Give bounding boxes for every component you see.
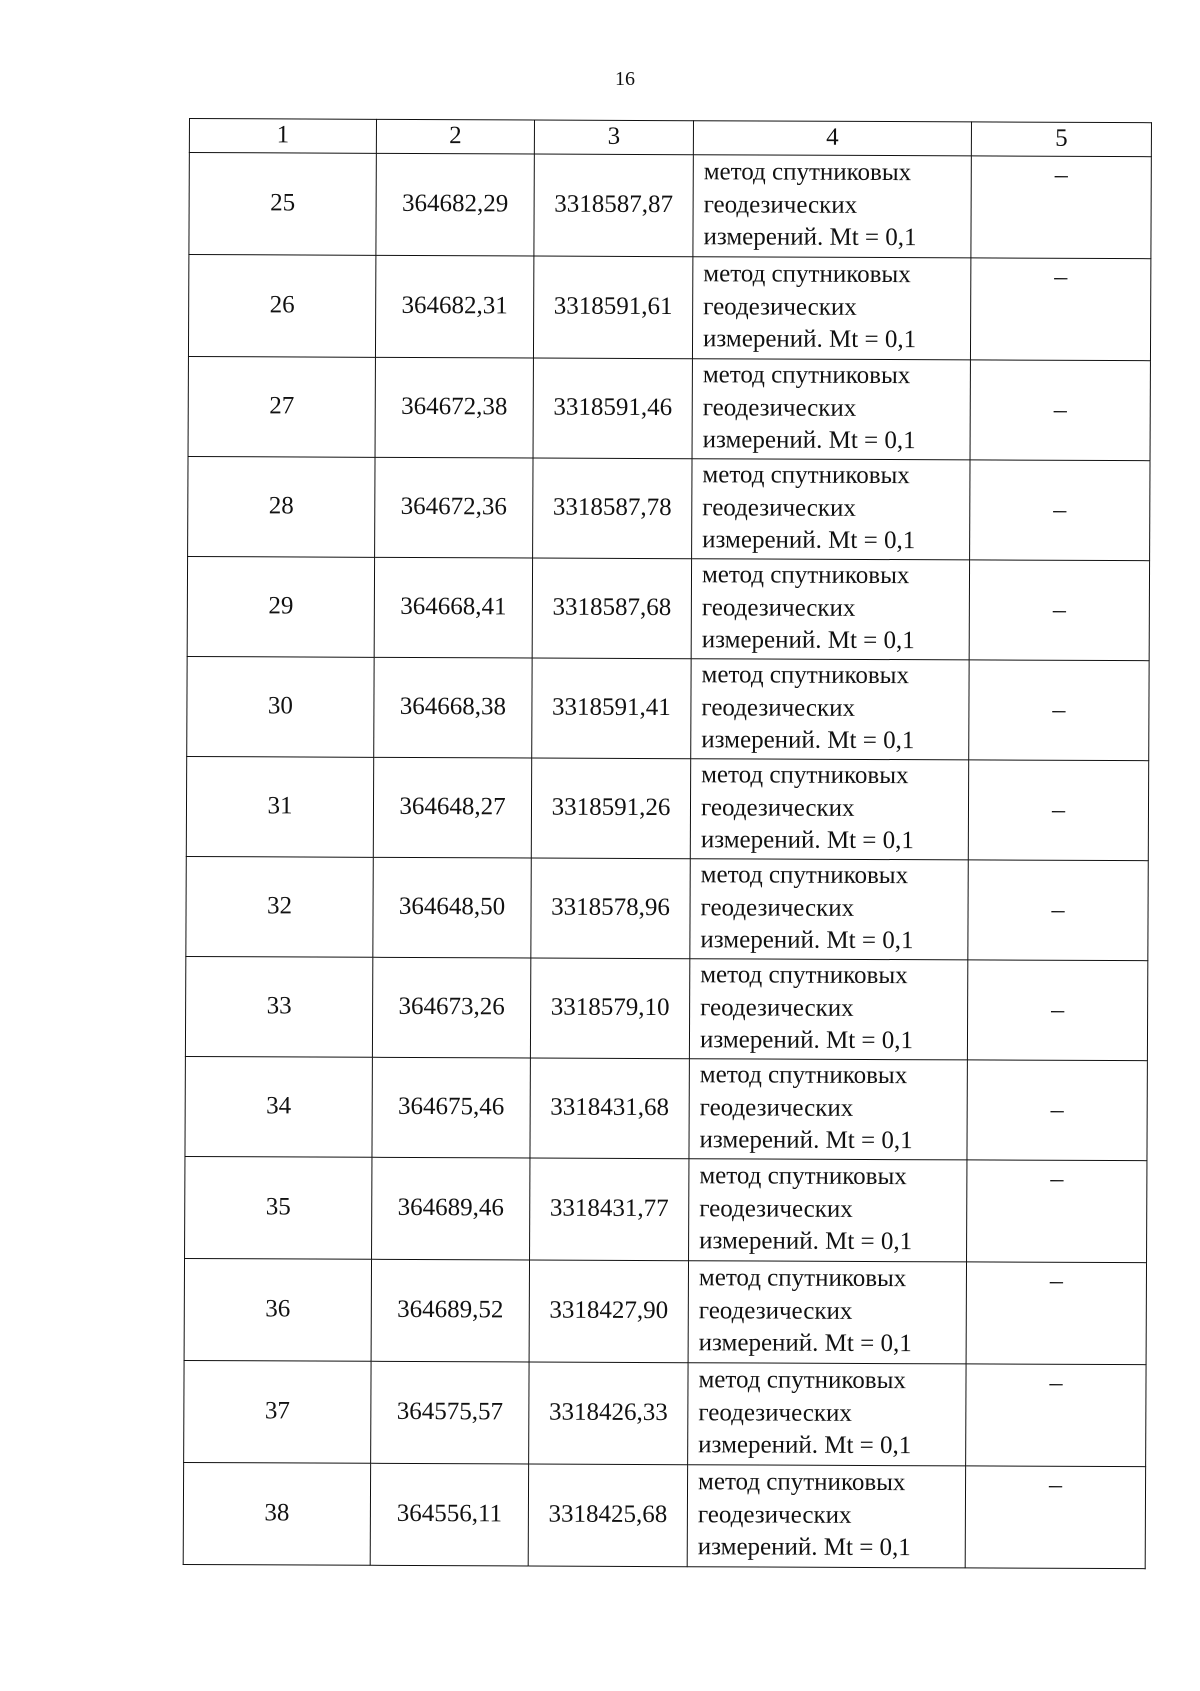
method-line: метод спутниковых — [698, 1264, 907, 1293]
point-number-cell: 26 — [188, 254, 375, 357]
method-line: метод спутниковых — [697, 1468, 906, 1497]
y-coordinate-cell: 3318587,87 — [534, 154, 693, 257]
y-coordinate-cell: 3318578,96 — [531, 858, 690, 959]
note-cell: – — [968, 759, 1148, 860]
y-coordinate-cell: 3318427,90 — [529, 1259, 688, 1362]
y-coordinate-cell: 3318425,68 — [528, 1463, 687, 1566]
note-cell: – — [967, 1059, 1147, 1160]
note-cell: – — [971, 155, 1151, 258]
y-coordinate-cell: 3318587,68 — [532, 558, 691, 659]
table-row — [183, 1462, 1145, 1568]
note-cell: – — [968, 859, 1148, 960]
point-number-cell: 31 — [186, 756, 373, 857]
method-cell — [692, 458, 970, 559]
method-line: метод спутниковых — [701, 761, 909, 790]
table-row — [189, 152, 1151, 258]
y-coordinate-cell: 3318431,68 — [530, 1057, 689, 1158]
method-line: метод спутниковых — [700, 861, 909, 890]
method-line: геодезических — [698, 1296, 853, 1325]
method-line: измерений. Mt = 0,1 — [700, 826, 914, 855]
y-coordinate-cell: 3318591,41 — [532, 658, 691, 759]
table-row — [187, 656, 1149, 760]
y-coordinate-cell: 3318426,33 — [529, 1361, 688, 1464]
method-line: геодезических — [700, 793, 855, 822]
point-number-cell: 25 — [189, 152, 376, 255]
x-coordinate-cell: 364648,27 — [373, 757, 531, 858]
method-line: измерений. Mt = 0,1 — [697, 1533, 911, 1562]
x-coordinate-cell: 364682,29 — [376, 153, 534, 256]
method-line: метод спутниковых — [702, 361, 911, 390]
method-cell — [691, 658, 969, 759]
method-cell — [692, 256, 970, 359]
point-number-cell: 30 — [187, 656, 374, 757]
point-number-cell: 27 — [188, 356, 375, 457]
method-line: метод спутниковых — [701, 661, 910, 690]
point-number-cell: 32 — [186, 856, 373, 957]
x-coordinate-cell: 364556,11 — [370, 1463, 528, 1566]
method-line: измерений. Mt = 0,1 — [698, 1329, 912, 1358]
header-row — [189, 119, 1151, 157]
x-coordinate-cell: 364675,46 — [372, 1057, 530, 1158]
method-line: геодезических — [701, 593, 856, 622]
table-row — [187, 556, 1149, 660]
table-row — [186, 856, 1148, 960]
x-coordinate-cell: 364672,36 — [375, 457, 533, 558]
method-line: геодезических — [702, 393, 857, 422]
point-number-cell: 34 — [185, 1056, 372, 1157]
method-line: метод спутниковых — [700, 961, 908, 990]
method-line: метод спутниковых — [698, 1366, 906, 1395]
header-cell: 1 — [189, 119, 376, 153]
note-cell: – — [966, 1363, 1146, 1466]
point-number-cell: 36 — [184, 1258, 371, 1361]
header-cell: 3 — [534, 120, 693, 154]
method-line: геодезических — [699, 1093, 854, 1122]
table-row — [188, 456, 1150, 560]
note-cell: – — [970, 459, 1150, 560]
method-line: метод спутниковых — [703, 158, 912, 187]
note-cell: – — [970, 359, 1150, 460]
coordinates-table — [183, 118, 1152, 1569]
header-cell: 2 — [376, 119, 534, 153]
x-coordinate-cell: 364689,46 — [372, 1157, 530, 1260]
note-cell: – — [967, 1159, 1147, 1262]
method-line: метод спутниковых — [703, 260, 911, 289]
table-row — [184, 1360, 1146, 1466]
method-line: метод спутниковых — [701, 561, 910, 590]
method-cell — [689, 1058, 967, 1159]
note-cell: – — [965, 1465, 1145, 1568]
method-cell — [692, 358, 970, 459]
method-cell — [688, 1362, 966, 1465]
table-row — [188, 254, 1150, 360]
point-number-cell: 29 — [187, 556, 374, 657]
method-line: измерений. Mt = 0,1 — [699, 1026, 914, 1055]
method-cell — [688, 1260, 966, 1363]
note-cell: – — [969, 659, 1149, 760]
method-line: геодезических — [701, 693, 856, 722]
x-coordinate-cell: 364648,50 — [373, 857, 531, 958]
method-cell — [691, 558, 969, 659]
method-line: измерений. Mt = 0,1 — [703, 223, 917, 252]
method-line: геодезических — [697, 1500, 852, 1529]
y-coordinate-cell: 3318587,78 — [533, 458, 692, 559]
note-cell: – — [969, 559, 1149, 660]
y-coordinate-cell: 3318579,10 — [530, 957, 689, 1058]
x-coordinate-cell: 364682,31 — [375, 255, 533, 358]
method-line: измерений. Mt = 0,1 — [699, 1126, 913, 1155]
method-cell — [687, 1464, 965, 1567]
x-coordinate-cell: 364672,38 — [375, 357, 533, 458]
y-coordinate-cell: 3318591,46 — [533, 358, 692, 459]
table-row — [184, 1258, 1146, 1364]
method-line: геодезических — [700, 893, 855, 922]
table-row — [188, 356, 1150, 460]
method-line: геодезических — [702, 493, 856, 522]
method-line: измерений. Mt = 0,1 — [701, 726, 915, 755]
method-line: геодезических — [698, 1398, 853, 1427]
method-cell — [690, 758, 968, 859]
table-row — [185, 1156, 1147, 1262]
method-line: геодезических — [703, 292, 857, 321]
table-row — [186, 756, 1148, 860]
note-cell: – — [966, 1261, 1146, 1364]
method-line: измерений. Mt = 0,1 — [702, 526, 916, 555]
method-line: геодезических — [699, 1194, 853, 1223]
method-line: измерений. Mt = 0,1 — [702, 426, 916, 455]
method-cell — [693, 154, 971, 257]
x-coordinate-cell: 364668,38 — [374, 657, 532, 758]
x-coordinate-cell: 364668,41 — [374, 557, 532, 658]
y-coordinate-cell: 3318431,77 — [530, 1157, 689, 1260]
table-row — [185, 1056, 1147, 1160]
y-coordinate-cell: 3318591,61 — [533, 256, 692, 359]
x-coordinate-cell: 364575,57 — [371, 1361, 529, 1464]
method-line: метод спутниковых — [702, 461, 910, 490]
method-cell — [690, 858, 968, 959]
point-number-cell: 33 — [185, 956, 372, 1057]
method-line: геодезических — [703, 190, 858, 219]
method-line: измерений. Mt = 0,1 — [701, 626, 915, 655]
table-body — [183, 152, 1151, 1568]
point-number-cell: 37 — [184, 1360, 371, 1463]
header-cell: 4 — [693, 121, 971, 156]
note-cell: – — [970, 257, 1150, 360]
header-cell: 5 — [971, 122, 1151, 156]
method-cell — [689, 1158, 967, 1261]
method-line: измерений. Mt = 0,1 — [702, 325, 917, 354]
method-line: измерений. Mt = 0,1 — [699, 1227, 913, 1256]
method-line: метод спутниковых — [699, 1162, 907, 1191]
point-number-cell: 28 — [188, 456, 375, 557]
note-cell: – — [967, 959, 1147, 1060]
x-coordinate-cell: 364689,52 — [371, 1259, 529, 1362]
x-coordinate-cell: 364673,26 — [372, 957, 530, 1058]
method-line: метод спутниковых — [699, 1061, 908, 1090]
y-coordinate-cell: 3318591,26 — [531, 758, 690, 859]
method-line: измерений. Mt = 0,1 — [698, 1431, 912, 1460]
method-cell — [689, 958, 967, 1059]
page-number: 16 — [615, 68, 635, 90]
table-row — [185, 956, 1147, 1060]
method-line: геодезических — [700, 993, 854, 1022]
point-number-cell: 38 — [183, 1462, 370, 1565]
method-line: измерений. Mt = 0,1 — [700, 926, 914, 955]
point-number-cell: 35 — [185, 1156, 372, 1259]
